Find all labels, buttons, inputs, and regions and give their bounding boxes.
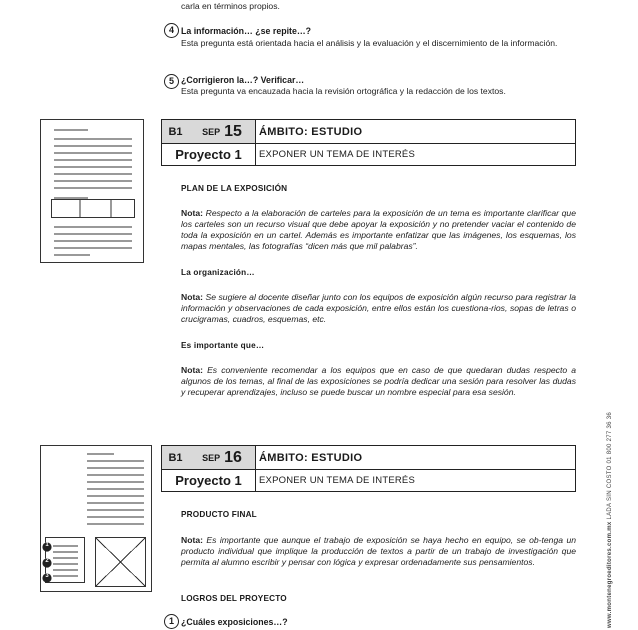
sep-label: SEP — [202, 452, 221, 463]
line-fragment: carla en términos propios. — [181, 1, 280, 11]
ambito-title: ÁMBITO: ESTUDIO — [259, 451, 363, 464]
thumbnail-marker-2: 2 — [45, 558, 49, 564]
page-thumbnail-1 — [40, 119, 144, 263]
question-desc-5: Esta pregunta va encauzada hacia la revisión ortográfica y la redacción de los textos. — [181, 86, 506, 96]
project-label: Proyecto 1 — [162, 469, 256, 492]
publisher-side-text — [607, 412, 613, 628]
note-label: Nota: — [181, 535, 203, 545]
note-text: Se sugiere al docente diseñar junto con los equipos de exposición algún recurso para registrar la información y observaciones de cada exposición, entre ellos están los cuestiona-rios, sopas de letras o crucigramas, cuadros, esquemas, etc. — [181, 292, 576, 324]
logros-heading: LOGROS DEL PROYECTO — [181, 594, 287, 603]
publisher-site: www.montenegroeditores.com.mx — [607, 521, 613, 628]
note-text: Respecto a la elaboración de carteles para la exposición de un tema es importante clarificar que los carteles son un recurso visual que debe apoyar la exposición y no pretender vaciar el contenido de toda la exposición en un cartel. Además es importante enfatizar que las imágenes, los esquemas, los mapas mentales, las fotografías “dicen más que mil palabras”. — [181, 208, 576, 251]
publisher-phone: LADA SIN COSTO 01 800 277 36 36 — [607, 411, 613, 520]
question-number-5: 5 — [164, 74, 179, 89]
note-paragraph-4 — [181, 535, 576, 568]
section-title: PLAN DE LA EXPOSICIÓN — [181, 184, 288, 193]
note-text: Es conveniente recomendar a los equipos que en caso de que quedaran dudas respecto a algunos de los temas, al final de las exposiciones se podría dedicar una sesión para resolver las dudas y recuperar aprendizajes, incluso se puede buscar un nombre especial para esa sesión. — [181, 365, 576, 397]
question-desc-4: Esta pregunta está orientada hacia el análisis y la evaluación y el discernimiento de la información. — [181, 38, 558, 48]
thumbnail-marker-3: 3 — [45, 573, 49, 579]
note-paragraph-3 — [181, 365, 576, 398]
project-topic: EXPONER UN TEMA DE INTERÉS — [259, 475, 415, 486]
block-label: B1 — [162, 446, 190, 469]
project-label: Proyecto 1 — [162, 143, 256, 166]
block-label: B1 — [162, 120, 190, 143]
project-topic: EXPONER UN TEMA DE INTERÉS — [259, 149, 415, 160]
sep-label: SEP — [202, 126, 221, 137]
note-text: Es importante que aunque el trabajo de exposición se haya hecho en equipo, se ob-tenga un producto individual que implique la producción de textos a partir de un trabajo de investigación que permita al alumno escribir y pensar con lógica y expresar ordenadamente sus pensamientos. — [181, 535, 577, 567]
ambito-title: ÁMBITO: ESTUDIO — [259, 125, 363, 138]
subheading-importante: Es importante que… — [181, 341, 265, 350]
project-header-2 — [161, 445, 576, 492]
sep-lesson — [189, 120, 256, 143]
note-label: Nota: — [181, 365, 203, 375]
subheading-organizacion: La organización… — [181, 268, 255, 277]
project-header-1 — [161, 119, 576, 166]
question-number-1: 1 — [164, 614, 179, 629]
question-title-4: La información… ¿se repite…? — [181, 26, 312, 36]
question-title-1: ¿Cuáles exposiciones…? — [181, 617, 288, 627]
section-title-2: PRODUCTO FINAL — [181, 510, 257, 519]
question-number-4: 4 — [164, 23, 179, 38]
sep-number: 15 — [224, 122, 242, 140]
thumbnail-marker-1: 1 — [45, 542, 49, 548]
note-paragraph-1 — [181, 208, 576, 252]
note-paragraph-2 — [181, 292, 576, 325]
note-label: Nota: — [181, 208, 203, 218]
sep-number: 16 — [224, 448, 242, 466]
question-title-5: ¿Corrigieron la…? Verificar… — [181, 75, 305, 85]
note-label: Nota: — [181, 292, 203, 302]
sep-lesson — [189, 446, 256, 469]
page-thumbnail-2 — [40, 445, 152, 592]
